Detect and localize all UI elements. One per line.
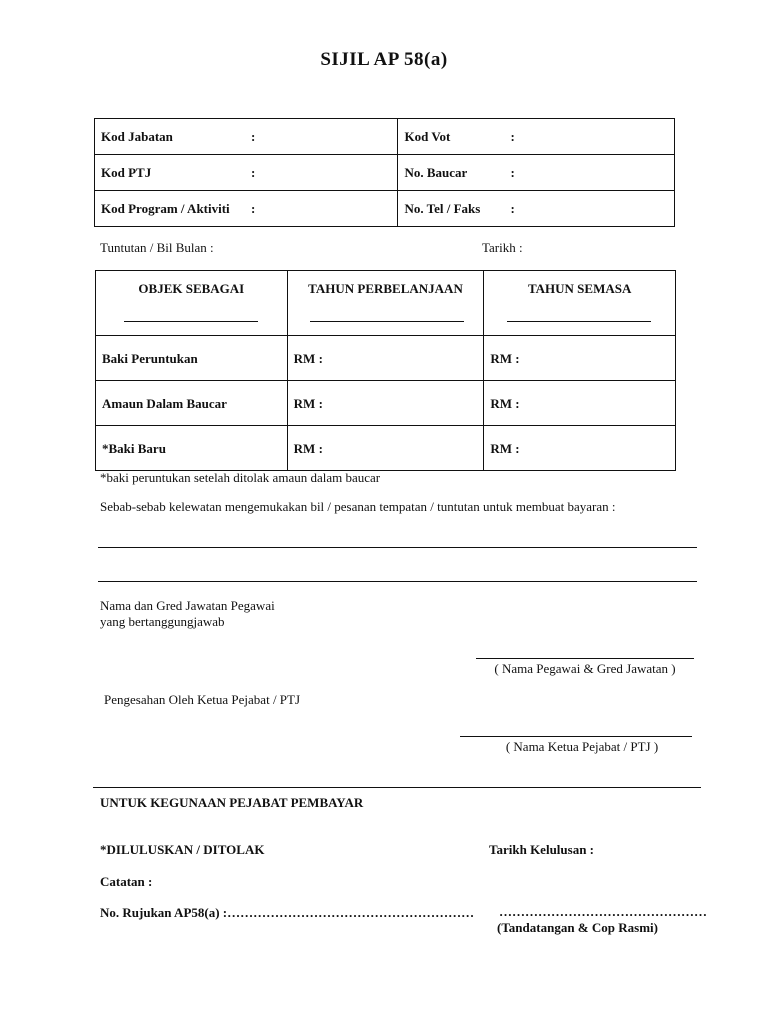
row-label: Baki Peruntukan: [102, 351, 198, 366]
officer-label: Nama dan Gred Jawatan Pegawai: [100, 598, 275, 613]
tuntutan-label: Tuntutan / Bil Bulan :: [100, 240, 214, 255]
official-signature-label: (Tandatangan & Cop Rasmi): [497, 920, 658, 935]
officer-signature-line: [476, 658, 694, 659]
info-table: [94, 118, 675, 227]
signature-dots: …………………………………………: [499, 904, 707, 919]
head-signature-caption: ( Nama Ketua Pejabat / PTJ ): [505, 739, 659, 754]
rm-field: RM :: [490, 441, 520, 456]
kod-ptj-label: Kod PTJ: [101, 165, 152, 180]
kod-vot-label: Kod Vot: [404, 129, 451, 144]
head-signature-line: [460, 736, 692, 737]
tarikh-label: Tarikh :: [482, 240, 523, 255]
head-verification-label: Pengesahan Oleh Ketua Pejabat / PTJ: [104, 692, 301, 707]
header-tahun-semasa: TAHUN SEMASA: [527, 281, 632, 296]
approval-date-label: Tarikh Kelulusan :: [489, 842, 595, 857]
header-tahun-perbelanjaan: TAHUN PERBELANJAAN: [308, 281, 463, 296]
footnote: *baki peruntukan setelah ditolak amaun dalam baucar: [100, 470, 381, 485]
rm-field: RM :: [293, 441, 323, 456]
officer-label-line-2: yang bertanggungjawab: [100, 614, 225, 629]
header-objek: OBJEK SEBAGAI: [138, 281, 245, 296]
colon: :: [510, 129, 515, 144]
header-perbelanjaan-blank: [310, 321, 464, 322]
table-row: [96, 381, 676, 426]
table-row: [96, 336, 676, 381]
form-title: SIJIL AP 58(a): [320, 49, 448, 70]
rm-field: RM :: [490, 351, 520, 366]
budget-table: [95, 270, 676, 471]
rm-field: RM :: [490, 396, 520, 411]
reason-line-2: [98, 581, 697, 582]
header-objek-blank: [124, 321, 258, 322]
reason-line-1: [98, 547, 697, 548]
kod-program-label: Kod Program / Aktiviti: [101, 201, 230, 216]
row-label: Amaun Dalam Baucar: [102, 396, 227, 411]
section-divider: [93, 787, 701, 788]
rujukan-field: No. Rujukan AP58(a) :…………………………………………………: [100, 905, 475, 920]
reason-label: Sebab-sebab kelewatan mengemukakan bil / pesanan tempatan / tuntutan untuk membuat bayaran :: [100, 499, 616, 514]
colon: :: [510, 201, 515, 216]
catatan-label: Catatan :: [100, 874, 153, 889]
rm-field: RM :: [293, 351, 323, 366]
header-semasa-blank: [507, 321, 651, 322]
kod-jabatan-label: Kod Jabatan: [101, 129, 173, 144]
colon: :: [251, 129, 256, 144]
colon: :: [251, 201, 256, 216]
colon: :: [510, 165, 515, 180]
officer-signature-caption: ( Nama Pegawai & Gred Jawatan ): [494, 661, 676, 676]
colon: :: [251, 165, 256, 180]
no-tel-label: No. Tel / Faks: [404, 201, 481, 216]
no-baucar-label: No. Baucar: [404, 165, 468, 180]
approval-status: *DILULUSKAN / DITOLAK: [100, 842, 265, 857]
table-row: [96, 426, 676, 471]
office-heading: UNTUK KEGUNAAN PEJABAT PEMBAYAR: [100, 795, 364, 810]
rm-field: RM :: [293, 396, 323, 411]
row-label: *Baki Baru: [102, 441, 166, 456]
